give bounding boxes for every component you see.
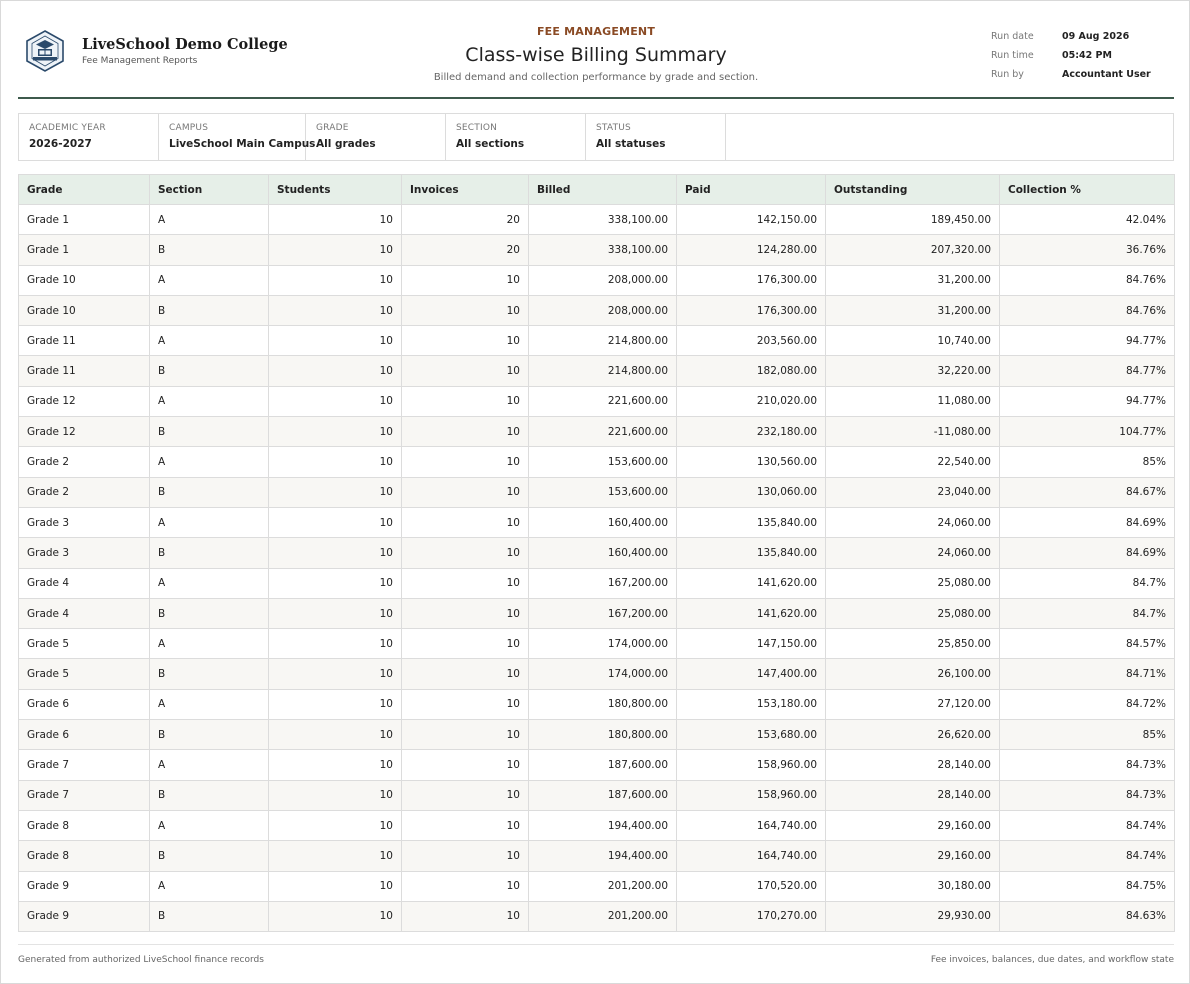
cell-collection-percent: 42.04% — [1000, 205, 1175, 235]
cell-grade: Grade 7 — [19, 750, 150, 780]
filter-bar — [18, 113, 1174, 161]
cell-paid: 170,270.00 — [677, 901, 826, 931]
meta-value: 09 Aug 2026 — [1062, 31, 1130, 42]
cell-students: 10 — [269, 265, 402, 295]
cell-invoices: 10 — [402, 689, 529, 719]
cell-billed: 160,400.00 — [529, 507, 677, 537]
cell-section: B — [150, 538, 269, 568]
column-header-grade: Grade — [19, 175, 150, 205]
cell-invoices: 10 — [402, 295, 529, 325]
cell-students: 10 — [269, 326, 402, 356]
cell-paid: 164,740.00 — [677, 810, 826, 840]
cell-students: 10 — [269, 295, 402, 325]
cell-collection-percent: 84.7% — [1000, 598, 1175, 628]
cell-billed: 221,600.00 — [529, 417, 677, 447]
billing-summary-table — [18, 174, 1175, 932]
meta-run-by — [991, 65, 1151, 84]
cell-students: 10 — [269, 598, 402, 628]
cell-outstanding: 24,060.00 — [826, 538, 1000, 568]
column-header-section: Section — [150, 175, 269, 205]
filter-label: ACADEMIC YEAR — [29, 123, 106, 133]
cell-paid: 176,300.00 — [677, 295, 826, 325]
cell-grade: Grade 6 — [19, 720, 150, 750]
cell-outstanding: 23,040.00 — [826, 477, 1000, 507]
cell-section: A — [150, 326, 269, 356]
cell-section: B — [150, 295, 269, 325]
cell-collection-percent: 84.7% — [1000, 568, 1175, 598]
cell-section: A — [150, 205, 269, 235]
cell-invoices: 20 — [402, 205, 529, 235]
cell-paid: 158,960.00 — [677, 780, 826, 810]
cell-collection-percent: 94.77% — [1000, 386, 1175, 416]
table-row — [19, 780, 1175, 810]
table-row — [19, 750, 1175, 780]
cell-section: A — [150, 568, 269, 598]
cell-invoices: 10 — [402, 265, 529, 295]
cell-invoices: 10 — [402, 720, 529, 750]
cell-grade: Grade 2 — [19, 447, 150, 477]
cell-section: B — [150, 780, 269, 810]
cell-outstanding: 29,930.00 — [826, 901, 1000, 931]
org-subtitle: Fee Management Reports — [82, 56, 198, 66]
cell-students: 10 — [269, 538, 402, 568]
cell-outstanding: 25,080.00 — [826, 568, 1000, 598]
cell-outstanding: 32,220.00 — [826, 356, 1000, 386]
table-row — [19, 720, 1175, 750]
cell-collection-percent: 84.73% — [1000, 750, 1175, 780]
cell-section: A — [150, 507, 269, 537]
cell-invoices: 10 — [402, 326, 529, 356]
cell-billed: 214,800.00 — [529, 326, 677, 356]
cell-billed: 208,000.00 — [529, 295, 677, 325]
meta-run-time — [991, 46, 1151, 65]
cell-paid: 142,150.00 — [677, 205, 826, 235]
table-row — [19, 386, 1175, 416]
cell-billed: 187,600.00 — [529, 780, 677, 810]
cell-section: B — [150, 841, 269, 871]
cell-paid: 153,180.00 — [677, 689, 826, 719]
cell-grade: Grade 2 — [19, 477, 150, 507]
cell-grade: Grade 8 — [19, 841, 150, 871]
cell-outstanding: 28,140.00 — [826, 750, 1000, 780]
cell-outstanding: 29,160.00 — [826, 841, 1000, 871]
cell-collection-percent: 84.75% — [1000, 871, 1175, 901]
cell-grade: Grade 4 — [19, 568, 150, 598]
cell-outstanding: 207,320.00 — [826, 235, 1000, 265]
cell-collection-percent: 84.57% — [1000, 629, 1175, 659]
cell-section: B — [150, 901, 269, 931]
cell-collection-percent: 85% — [1000, 720, 1175, 750]
cell-paid: 203,560.00 — [677, 326, 826, 356]
table-row — [19, 659, 1175, 689]
cell-students: 10 — [269, 810, 402, 840]
filter-academic-year — [19, 114, 159, 160]
cell-billed: 180,800.00 — [529, 689, 677, 719]
cell-paid: 130,060.00 — [677, 477, 826, 507]
table-row — [19, 295, 1175, 325]
cell-billed: 160,400.00 — [529, 538, 677, 568]
table-row — [19, 810, 1175, 840]
table-row — [19, 356, 1175, 386]
table-row — [19, 629, 1175, 659]
column-header-students: Students — [269, 175, 402, 205]
cell-students: 10 — [269, 841, 402, 871]
cell-billed: 201,200.00 — [529, 871, 677, 901]
column-header-paid: Paid — [677, 175, 826, 205]
cell-students: 10 — [269, 205, 402, 235]
cell-invoices: 10 — [402, 538, 529, 568]
cell-paid: 147,150.00 — [677, 629, 826, 659]
table-row — [19, 447, 1175, 477]
table-body — [19, 205, 1175, 932]
cell-students: 10 — [269, 356, 402, 386]
cell-grade: Grade 5 — [19, 629, 150, 659]
filter-section — [446, 114, 586, 160]
filter-grade — [306, 114, 446, 160]
cell-collection-percent: 94.77% — [1000, 326, 1175, 356]
cell-paid: 135,840.00 — [677, 538, 826, 568]
cell-outstanding: 27,120.00 — [826, 689, 1000, 719]
cell-grade: Grade 1 — [19, 205, 150, 235]
column-header-billed: Billed — [529, 175, 677, 205]
cell-paid: 232,180.00 — [677, 417, 826, 447]
meta-run-date — [991, 27, 1151, 46]
cell-billed: 194,400.00 — [529, 841, 677, 871]
cell-section: A — [150, 447, 269, 477]
cell-students: 10 — [269, 720, 402, 750]
table-row — [19, 841, 1175, 871]
cell-invoices: 10 — [402, 780, 529, 810]
meta-label: Run by — [991, 69, 1024, 80]
cell-students: 10 — [269, 689, 402, 719]
cell-collection-percent: 84.63% — [1000, 901, 1175, 931]
cell-invoices: 10 — [402, 356, 529, 386]
cell-students: 10 — [269, 901, 402, 931]
cell-invoices: 10 — [402, 629, 529, 659]
cell-collection-percent: 104.77% — [1000, 417, 1175, 447]
table-row — [19, 235, 1175, 265]
cell-invoices: 10 — [402, 507, 529, 537]
cell-students: 10 — [269, 417, 402, 447]
cell-students: 10 — [269, 235, 402, 265]
cell-students: 10 — [269, 629, 402, 659]
cell-invoices: 10 — [402, 750, 529, 780]
table-row — [19, 871, 1175, 901]
cell-section: B — [150, 417, 269, 447]
cell-billed: 187,600.00 — [529, 750, 677, 780]
cell-paid: 176,300.00 — [677, 265, 826, 295]
cell-students: 10 — [269, 386, 402, 416]
cell-paid: 124,280.00 — [677, 235, 826, 265]
cell-outstanding: 11,080.00 — [826, 386, 1000, 416]
report-footer — [18, 944, 1174, 965]
footer-source-note: Generated from authorized LiveSchool finance records — [18, 955, 264, 965]
filter-label: STATUS — [596, 123, 631, 133]
table-row — [19, 901, 1175, 931]
cell-collection-percent: 84.72% — [1000, 689, 1175, 719]
cell-billed: 153,600.00 — [529, 447, 677, 477]
cell-collection-percent: 84.74% — [1000, 810, 1175, 840]
cell-grade: Grade 9 — [19, 901, 150, 931]
cell-paid: 141,620.00 — [677, 568, 826, 598]
footer-scope-note: Fee invoices, balances, due dates, and workflow state — [930, 955, 1174, 965]
cell-billed: 221,600.00 — [529, 386, 677, 416]
column-header-invoices: Invoices — [402, 175, 529, 205]
cell-paid: 130,560.00 — [677, 447, 826, 477]
cell-section: A — [150, 871, 269, 901]
filter-campus — [159, 114, 316, 160]
cell-grade: Grade 12 — [19, 386, 150, 416]
cell-invoices: 20 — [402, 235, 529, 265]
cell-grade: Grade 5 — [19, 659, 150, 689]
cell-section: A — [150, 810, 269, 840]
table-row — [19, 326, 1175, 356]
cell-outstanding: 25,080.00 — [826, 598, 1000, 628]
cell-grade: Grade 7 — [19, 780, 150, 810]
cell-students: 10 — [269, 507, 402, 537]
cell-section: A — [150, 750, 269, 780]
cell-grade: Grade 10 — [19, 295, 150, 325]
cell-grade: Grade 6 — [19, 689, 150, 719]
cell-collection-percent: 84.69% — [1000, 507, 1175, 537]
cell-collection-percent: 84.73% — [1000, 780, 1175, 810]
filter-value: All sections — [456, 138, 525, 150]
cell-invoices: 10 — [402, 901, 529, 931]
cell-section: B — [150, 720, 269, 750]
cell-outstanding: 25,850.00 — [826, 629, 1000, 659]
table-row — [19, 538, 1175, 568]
cell-grade: Grade 3 — [19, 507, 150, 537]
cell-billed: 153,600.00 — [529, 477, 677, 507]
cell-students: 10 — [269, 780, 402, 810]
cell-invoices: 10 — [402, 871, 529, 901]
cell-outstanding: 26,100.00 — [826, 659, 1000, 689]
cell-billed: 194,400.00 — [529, 810, 677, 840]
cell-invoices: 10 — [402, 447, 529, 477]
cell-paid: 158,960.00 — [677, 750, 826, 780]
cell-grade: Grade 11 — [19, 356, 150, 386]
cell-billed: 174,000.00 — [529, 629, 677, 659]
cell-outstanding: -11,080.00 — [826, 417, 1000, 447]
cell-outstanding: 31,200.00 — [826, 265, 1000, 295]
run-meta — [991, 27, 1151, 84]
cell-grade: Grade 3 — [19, 538, 150, 568]
column-header-collection-percent: Collection % — [1000, 175, 1175, 205]
cell-paid: 170,520.00 — [677, 871, 826, 901]
cell-paid: 182,080.00 — [677, 356, 826, 386]
table-header-row — [19, 175, 1175, 205]
cell-section: A — [150, 629, 269, 659]
table-row — [19, 507, 1175, 537]
table-row — [19, 417, 1175, 447]
report-kicker: FEE MANAGEMENT — [536, 25, 656, 38]
report-header — [18, 1, 1174, 99]
filter-label: CAMPUS — [169, 123, 209, 133]
cell-collection-percent: 84.77% — [1000, 356, 1175, 386]
cell-paid: 147,400.00 — [677, 659, 826, 689]
cell-collection-percent: 84.71% — [1000, 659, 1175, 689]
meta-value: 05:42 PM — [1062, 50, 1112, 61]
cell-paid: 141,620.00 — [677, 598, 826, 628]
cell-students: 10 — [269, 447, 402, 477]
cell-collection-percent: 84.76% — [1000, 295, 1175, 325]
cell-grade: Grade 9 — [19, 871, 150, 901]
cell-grade: Grade 1 — [19, 235, 150, 265]
cell-billed: 208,000.00 — [529, 265, 677, 295]
cell-paid: 210,020.00 — [677, 386, 826, 416]
meta-label: Run date — [991, 31, 1034, 42]
cell-outstanding: 28,140.00 — [826, 780, 1000, 810]
cell-outstanding: 10,740.00 — [826, 326, 1000, 356]
filter-label: GRADE — [316, 123, 349, 133]
table-row — [19, 568, 1175, 598]
cell-invoices: 10 — [402, 659, 529, 689]
cell-section: B — [150, 356, 269, 386]
cell-section: B — [150, 659, 269, 689]
cell-outstanding: 31,200.00 — [826, 295, 1000, 325]
column-header-outstanding: Outstanding — [826, 175, 1000, 205]
cell-section: A — [150, 689, 269, 719]
cell-grade: Grade 4 — [19, 598, 150, 628]
cell-paid: 135,840.00 — [677, 507, 826, 537]
cell-invoices: 10 — [402, 841, 529, 871]
cell-invoices: 10 — [402, 568, 529, 598]
cell-collection-percent: 85% — [1000, 447, 1175, 477]
table-row — [19, 598, 1175, 628]
cell-grade: Grade 10 — [19, 265, 150, 295]
cell-billed: 167,200.00 — [529, 568, 677, 598]
cell-paid: 153,680.00 — [677, 720, 826, 750]
cell-invoices: 10 — [402, 386, 529, 416]
cell-grade: Grade 11 — [19, 326, 150, 356]
cell-invoices: 10 — [402, 477, 529, 507]
cell-section: B — [150, 598, 269, 628]
cell-students: 10 — [269, 477, 402, 507]
cell-invoices: 10 — [402, 417, 529, 447]
cell-paid: 164,740.00 — [677, 841, 826, 871]
cell-outstanding: 24,060.00 — [826, 507, 1000, 537]
cell-billed: 214,800.00 — [529, 356, 677, 386]
filter-value: LiveSchool Main Campus — [169, 138, 316, 150]
cell-billed: 174,000.00 — [529, 659, 677, 689]
cell-students: 10 — [269, 568, 402, 598]
org-name: LiveSchool Demo College — [82, 36, 288, 53]
cell-billed: 338,100.00 — [529, 205, 677, 235]
cell-section: A — [150, 386, 269, 416]
cell-billed: 338,100.00 — [529, 235, 677, 265]
cell-grade: Grade 12 — [19, 417, 150, 447]
filter-value: All statuses — [596, 138, 666, 150]
meta-value: Accountant User — [1062, 69, 1151, 80]
cell-students: 10 — [269, 659, 402, 689]
table-row — [19, 205, 1175, 235]
table-row — [19, 265, 1175, 295]
cell-collection-percent: 84.74% — [1000, 841, 1175, 871]
cell-section: B — [150, 235, 269, 265]
cell-outstanding: 26,620.00 — [826, 720, 1000, 750]
billing-table-wrap — [18, 174, 1174, 932]
filter-value: 2026-2027 — [29, 138, 92, 150]
cell-invoices: 10 — [402, 810, 529, 840]
cell-collection-percent: 84.76% — [1000, 265, 1175, 295]
cell-collection-percent: 84.69% — [1000, 538, 1175, 568]
report-subtitle: Billed demand and collection performance by grade and section. — [433, 72, 759, 83]
report-title: Class-wise Billing Summary — [465, 44, 727, 66]
cell-invoices: 10 — [402, 598, 529, 628]
cell-billed: 201,200.00 — [529, 901, 677, 931]
filter-status — [586, 114, 726, 160]
table-row — [19, 477, 1175, 507]
cell-collection-percent: 36.76% — [1000, 235, 1175, 265]
cell-section: B — [150, 477, 269, 507]
cell-outstanding: 189,450.00 — [826, 205, 1000, 235]
filter-label: SECTION — [456, 123, 498, 133]
cell-students: 10 — [269, 871, 402, 901]
cell-billed: 180,800.00 — [529, 720, 677, 750]
table-row — [19, 689, 1175, 719]
filter-value: All grades — [316, 138, 376, 150]
cell-billed: 167,200.00 — [529, 598, 677, 628]
cell-outstanding: 30,180.00 — [826, 871, 1000, 901]
cell-collection-percent: 84.67% — [1000, 477, 1175, 507]
meta-label: Run time — [991, 50, 1034, 61]
cell-outstanding: 29,160.00 — [826, 810, 1000, 840]
cell-section: A — [150, 265, 269, 295]
cell-students: 10 — [269, 750, 402, 780]
cell-grade: Grade 8 — [19, 810, 150, 840]
cell-outstanding: 22,540.00 — [826, 447, 1000, 477]
